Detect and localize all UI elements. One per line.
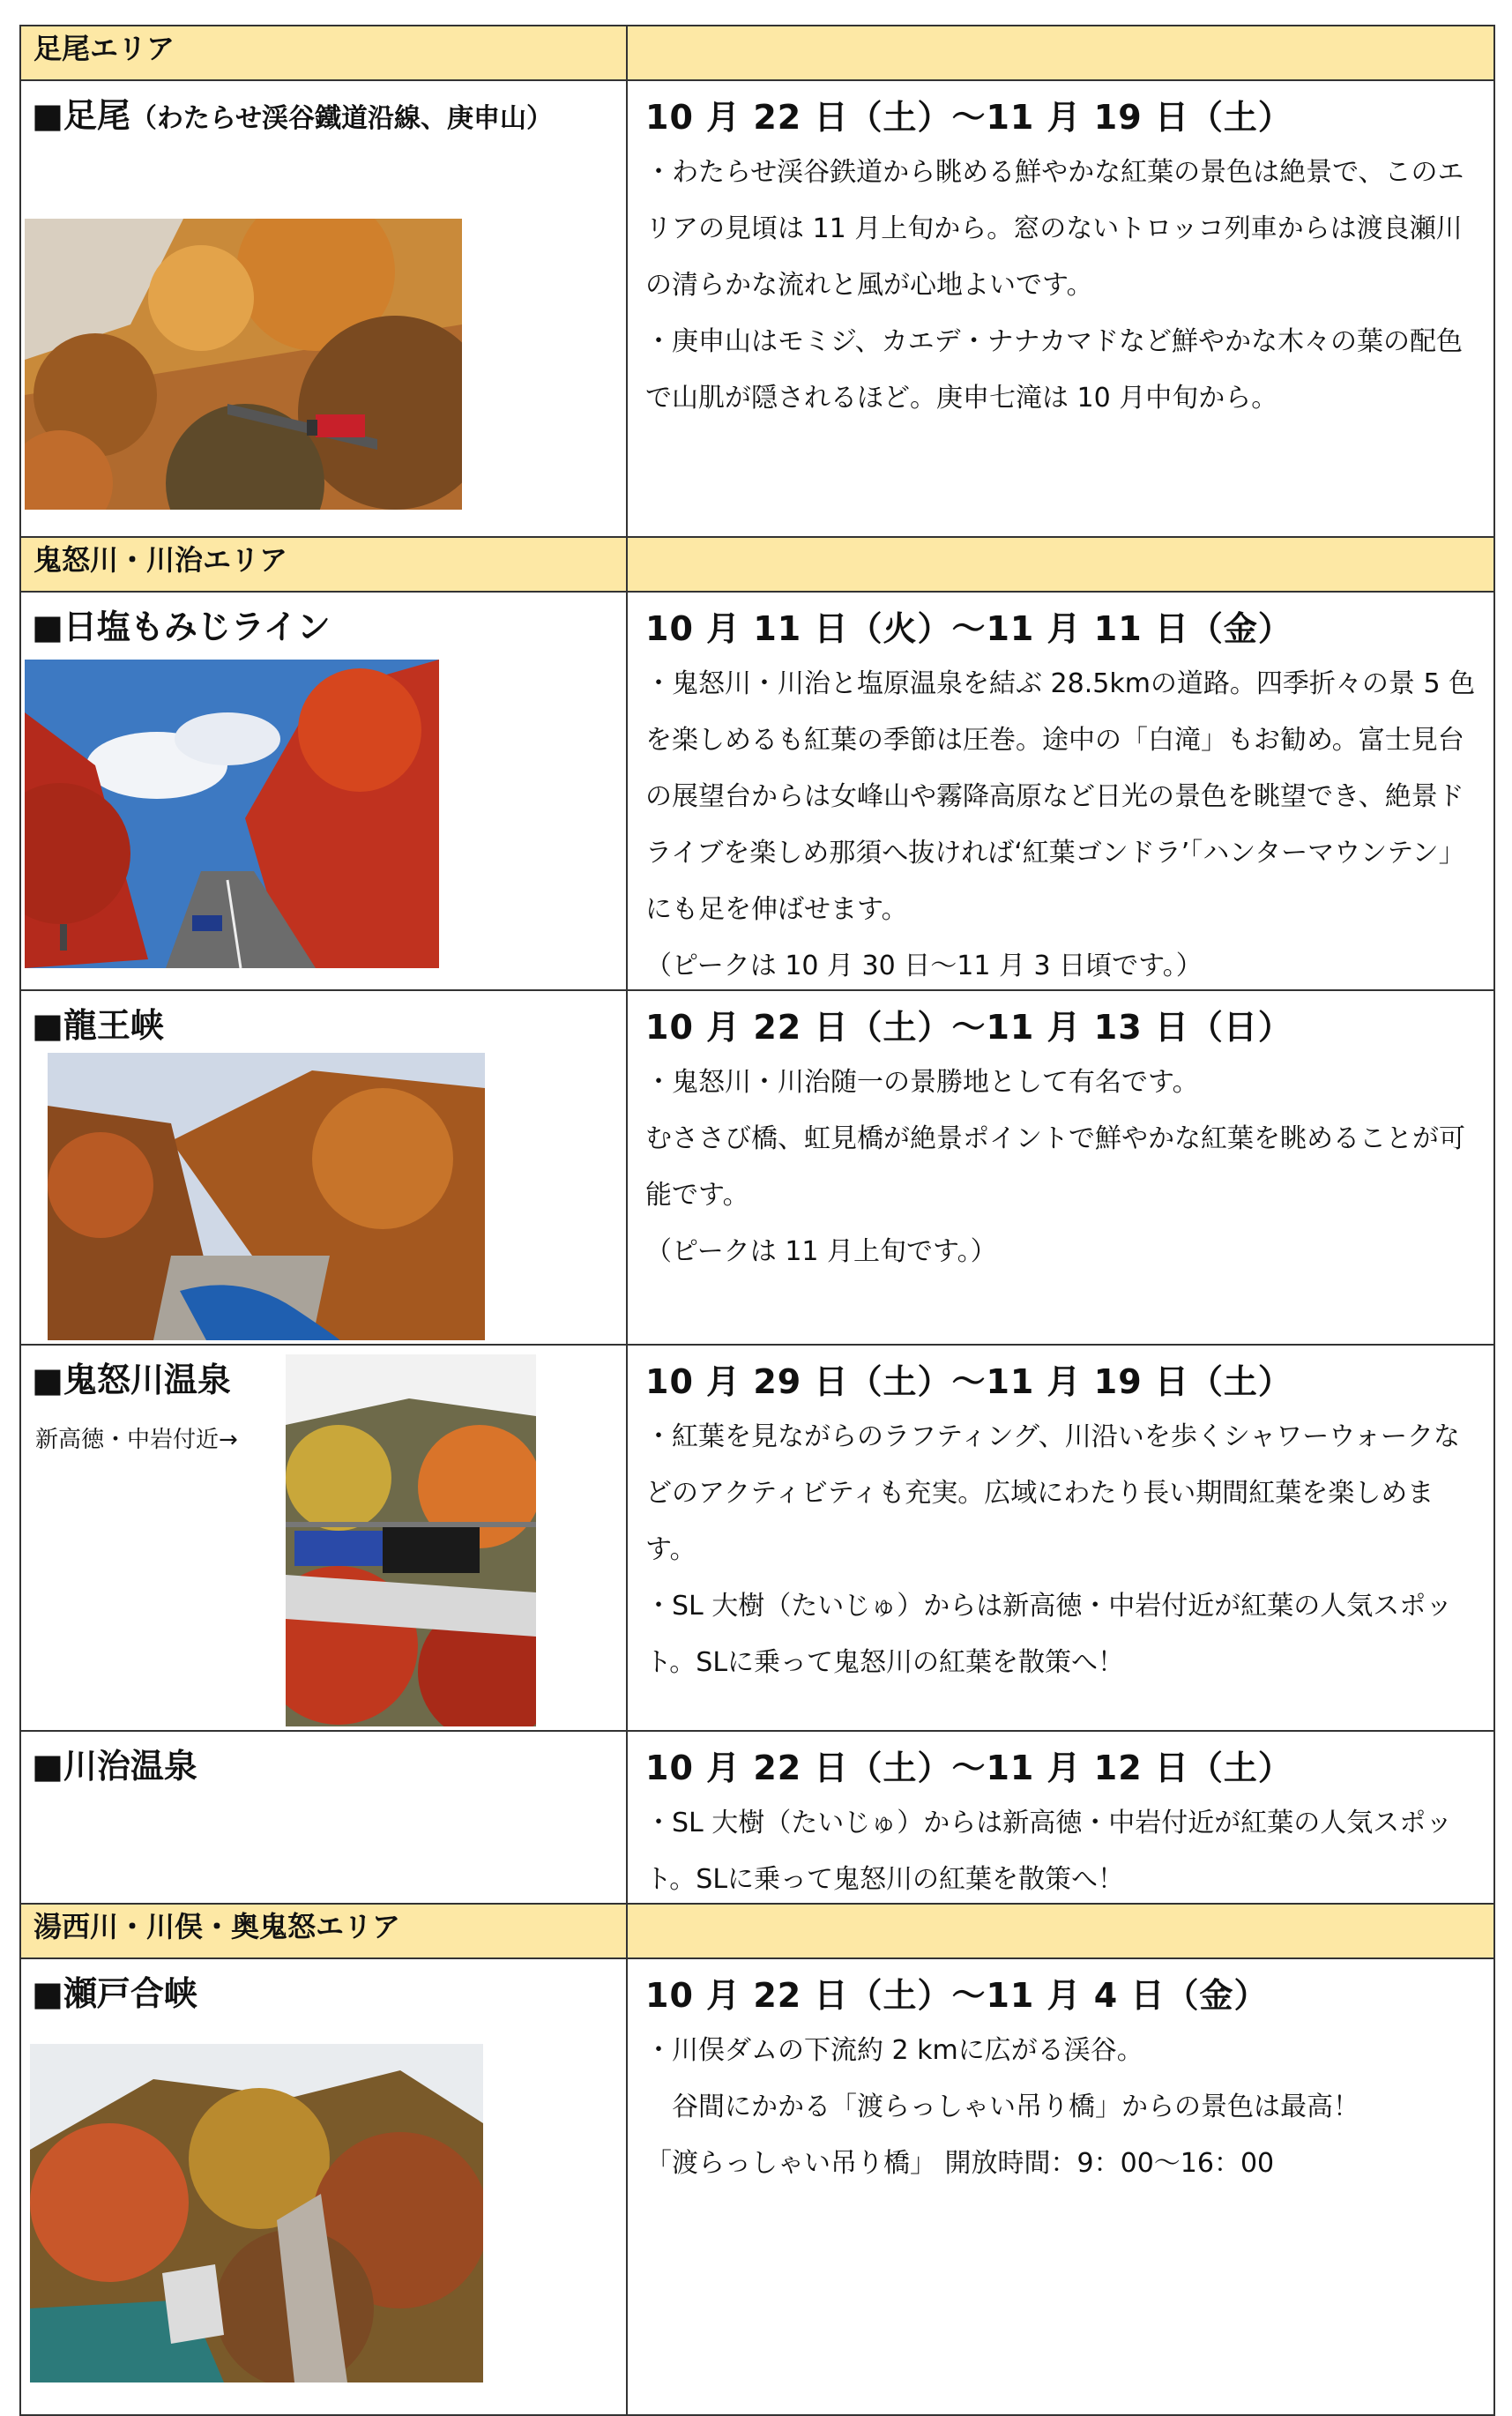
setoai-gorge-dam-photo [30, 2044, 483, 2382]
spot-title: ■龍王峡 [32, 1006, 164, 1045]
spot-description: ・紅葉を見ながらのラフティング、川沿いを歩くシャワーウォークなどのアクティビティも充実。広域にわたり長い期間紅葉を楽しめます。 ・SL 大樹（たいじゅ）からは新高徳・中岩付近が紅葉の人気スポット。SLに乗って鬼怒川の紅葉を散策へ！ [645, 1421, 1460, 1678]
spot-description: ・鬼怒川・川治随一の景勝地として有名です。 むささび橋、虹見橋が絶景ポイントで鮮やかな紅葉を眺めることが可能です。 （ピークは 11 月上旬です。） [645, 1067, 1465, 1267]
spot-row-ryuokyo [20, 990, 1494, 1345]
momiji-line-road-photo [25, 660, 439, 968]
area-title: 鬼怒川・川治エリア [34, 543, 288, 577]
autumn-leaves-table [19, 25, 1495, 2416]
spot-description: ・わたらせ渓谷鉄道から眺める鮮やかな紅葉の景色は絶景で、このエリアの見頃は 11 月上旬から。窓のないトロッコ列車からは渡良瀬川の清らかな流れと風が心地よいです。 ・庚申山はモミジ、カエデ・ナナカマドなど鮮やかな木々の葉の配色で山肌が隠されるほど。庚申七滝は 10 月中旬から。 [645, 157, 1464, 414]
season-dates: 10 月 11 日（火）～11 月 11 日（金） [645, 609, 1292, 648]
season-dates: 10 月 22 日（土）～11 月 4 日（金） [645, 1976, 1269, 2015]
spot-row-nichien [20, 592, 1494, 990]
season-dates: 10 月 22 日（土）～11 月 13 日（日） [645, 1008, 1292, 1047]
spot-title: ■瀬戸合峡 [32, 1974, 197, 2013]
area-title: 足尾エリア [34, 32, 175, 65]
spot-row-setoai [20, 1958, 1494, 2415]
area-title: 湯西川・川俣・奥鬼怒エリア [34, 1910, 401, 1943]
spot-description: ・川俣ダムの下流約 2 kmに広がる渓谷。 谷間にかかる「渡らっしゃい吊り橋」からの景色は最高！ 「渡らっしゃい吊り橋」 開放時間：9：00～16：00 [645, 2035, 1359, 2179]
spot-row-kinugawa-onsen [20, 1345, 1494, 1731]
spot-title: ■川治温泉 [32, 1747, 197, 1786]
ryuokyo-gorge-photo [48, 1053, 485, 1340]
spot-description: ・SL 大樹（たいじゅ）からは新高徳・中岩付近が紅葉の人気スポット。SLに乗って鬼怒川の紅葉を散策へ！ [645, 1808, 1453, 1895]
area-header-ashio [20, 26, 1494, 80]
ashio-autumn-train-photo [25, 219, 462, 510]
area-header-yunishigawa [20, 1904, 1494, 1958]
sl-taiju-train-photo [286, 1354, 536, 1726]
spot-title: ■日塩もみじライン [32, 608, 331, 646]
spot-title: ■足尾（わたらせ渓谷鐵道沿線、庚申山） [32, 96, 554, 135]
spot-title: ■鬼怒川温泉 [32, 1361, 231, 1399]
season-dates: 10 月 22 日（土）～11 月 19 日（土） [645, 98, 1292, 137]
location-note: 新高徳・中岩付近→ [35, 1427, 238, 1453]
season-dates: 10 月 22 日（土）～11 月 12 日（土） [645, 1749, 1292, 1787]
spot-row-kawaji-onsen [20, 1731, 1494, 1904]
spot-row-ashio [20, 80, 1494, 537]
spot-description: ・鬼怒川・川治と塩原温泉を結ぶ 28.5kmの道路。四季折々の景 5 色を楽しめるも紅葉の季節は圧巻。途中の「白滝」もお勧め。富士見台の展望台からは女峰山や霧降高原など日光の景色を眺望でき、絶景ドライブを楽しめ那須へ抜ければ‘紅葉ゴンドラ’「ハンターマウンテン」にも足を伸ばせます。 （ピークは 10 月 30 日～11 月 3 日頃です。） [645, 668, 1476, 981]
season-dates: 10 月 29 日（土）～11 月 19 日（土） [645, 1362, 1292, 1401]
area-header-kinugawa [20, 537, 1494, 592]
